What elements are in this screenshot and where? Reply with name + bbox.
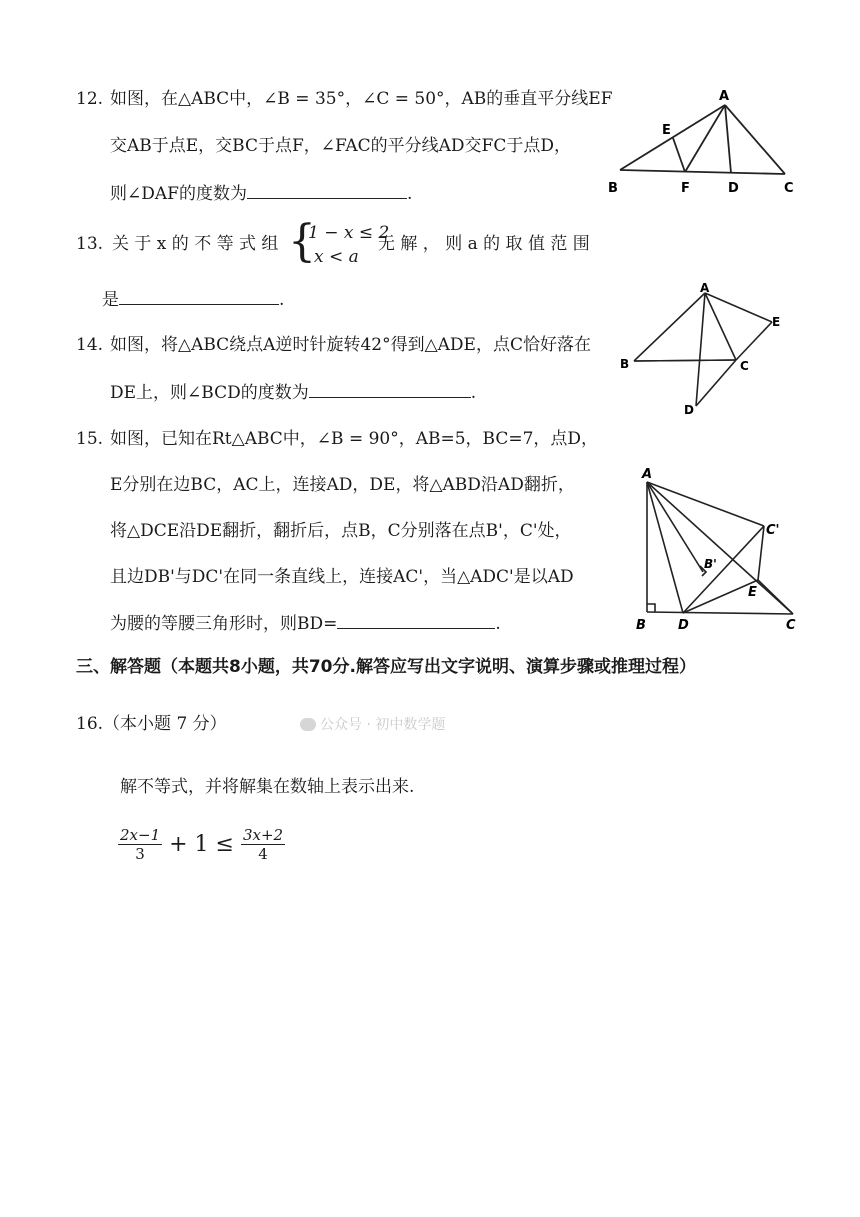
q14-label-D: D (684, 403, 694, 417)
q16-frac2-den: 4 (258, 845, 268, 863)
q14-figure (612, 278, 792, 418)
q13-inequality-1: 1 − x ≤ 2 (308, 223, 390, 243)
wechat-icon (300, 718, 316, 731)
q15-label-A: A (642, 467, 653, 482)
q12-label-E: E (662, 123, 671, 138)
q16-frac2-num: 3x+2 (242, 826, 284, 844)
q15-number: 15. (76, 429, 104, 449)
watermark-text: 公众号 · 初中数学题 (320, 717, 446, 733)
q15-label-C: C (786, 618, 796, 633)
q12-figure (605, 80, 815, 200)
q15-line2: E分别在边BC，AC上，连接AD，DE，将△ABD沿AD翻折， (110, 475, 575, 495)
q14-label-A: A (700, 281, 710, 295)
q12-answer-blank[interactable] (247, 182, 407, 199)
q13-line2-text: 是 (102, 290, 119, 310)
q16-number: 16.（本小题 7 分） (76, 714, 227, 734)
q14-label-E: E (772, 315, 781, 329)
q16-fraction-right (241, 826, 285, 863)
q15-line5 (110, 612, 501, 635)
q16-frac1-num: 2x−1 (120, 826, 161, 844)
q12-line3 (110, 182, 412, 205)
q13-tail: 无 解 ， 则 a 的 取 值 范 围 (378, 234, 590, 254)
q13-inequality-2: x < a (314, 247, 359, 267)
q15-line1: 如图，已知在Rt△ABC中，∠B = 90°，AB=5，BC=7，点D， (110, 429, 599, 449)
q12-label-F: F (681, 181, 690, 196)
watermark (300, 714, 445, 734)
q14-line1: 如图，将△ABC绕点A逆时针旋转42°得到△ADE，点C恰好落在 (110, 335, 591, 355)
q14-line2 (110, 381, 476, 404)
q12-line3-text: 则∠DAF的度数为 (110, 184, 247, 204)
q16-inequality (118, 826, 285, 863)
q13-lead: 关 于 x 的 不 等 式 组 (112, 234, 279, 254)
q15-line5-text: 为腰的等腰三角形时，则BD= (110, 614, 338, 634)
q15-label-E: E (748, 585, 757, 600)
q14-label-C: C (740, 359, 749, 373)
q12-number: 12. (76, 89, 104, 109)
q16-frac1-den: 3 (135, 845, 145, 863)
section-three-heading: 三、解答题（本题共8小题，共70分.解答应写出文字说明、演算步骤或推理过程） (76, 657, 696, 677)
q14-answer-blank[interactable] (309, 381, 471, 398)
q15-line4: 且边DB'与DC'在同一条直线上，连接AC'，当△ADC'是以AD (110, 567, 574, 587)
q15-answer-blank[interactable] (337, 612, 495, 629)
q16-fraction-left (118, 826, 162, 863)
q12-label-C: C (784, 181, 794, 196)
q16-instruction: 解不等式，并将解集在数轴上表示出来. (120, 777, 415, 797)
q12-period: . (406, 184, 413, 204)
q14-period: . (470, 383, 477, 403)
q13-line2 (102, 288, 284, 311)
q13-brace: { (288, 216, 316, 267)
q12-label-A: A (719, 89, 730, 104)
q13-answer-blank[interactable] (119, 288, 279, 305)
q12-line1: 如图，在△ABC中，∠B = 35°，∠C = 50°，AB的垂直平分线EF (110, 89, 613, 109)
q14-label-B: B (620, 357, 630, 371)
q14-number: 14. (76, 335, 104, 355)
q12-line2: 交AB于点E，交BC于点F，∠FAC的平分线AD交FC于点D， (110, 136, 571, 156)
q15-label-B: B (636, 618, 646, 633)
q16-middle: + 1 ≤ (169, 832, 234, 857)
q15-line3: 将△DCE沿DE翻折，翻折后，点B，C分别落在点B'，C'处， (110, 521, 572, 541)
q14-line2-text: DE上，则∠BCD的度数为 (110, 383, 309, 403)
q13-period: . (279, 290, 285, 310)
q12-label-D: D (728, 181, 739, 196)
q13-number: 13. (76, 234, 104, 254)
q15-figure (630, 462, 810, 634)
q15-label-C1: C' (766, 523, 780, 538)
q15-label-B1: B' (704, 557, 717, 571)
q12-label-B: B (608, 181, 618, 196)
q15-period: . (495, 614, 501, 634)
q15-label-D: D (678, 618, 689, 633)
